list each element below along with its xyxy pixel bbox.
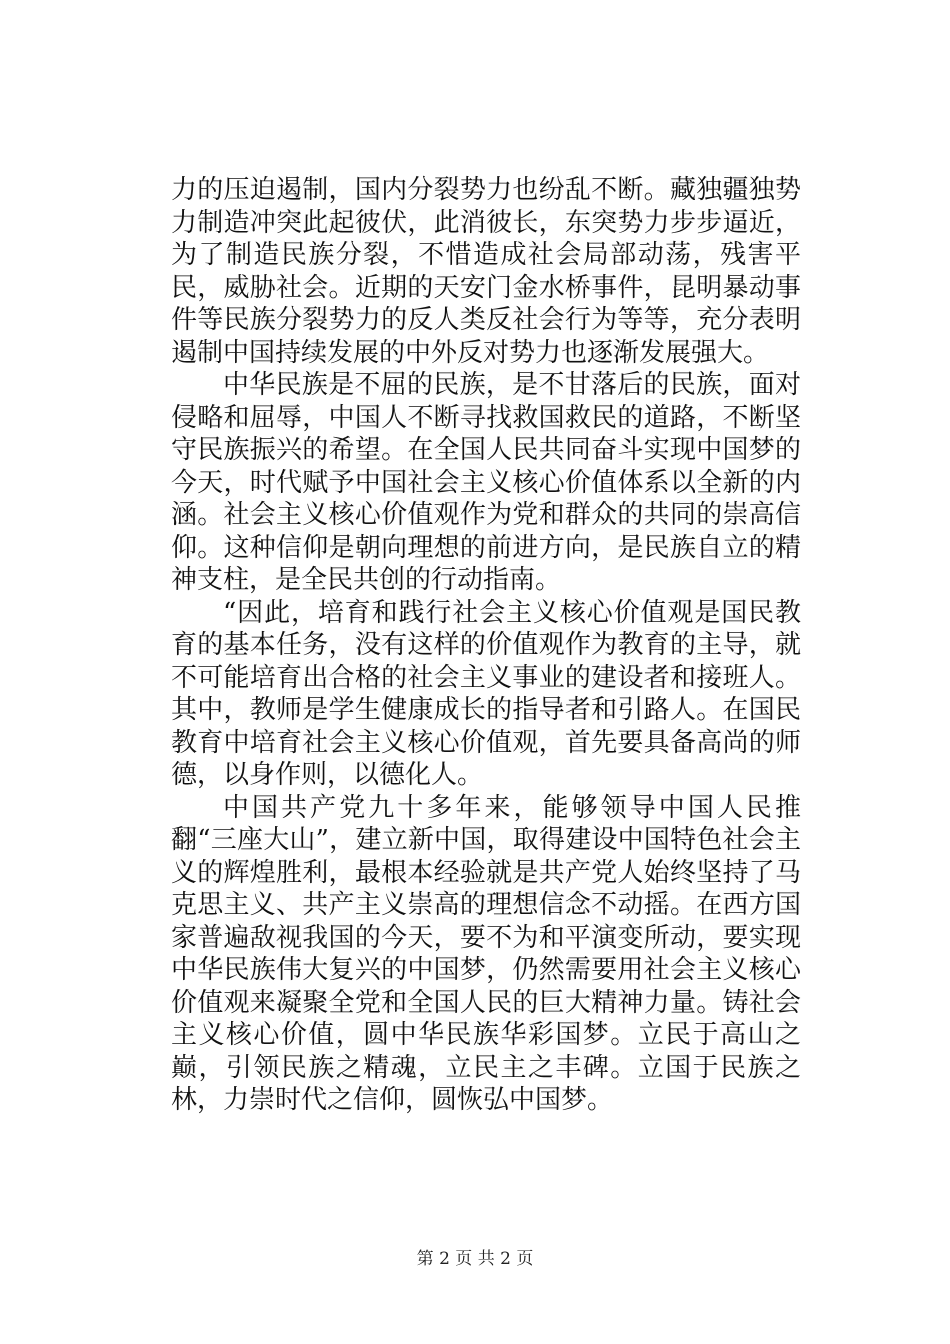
paragraph-3: “因此，培育和践行社会主义核心价值观是国民教育的基本任务，没有这样的价值观作为教育的主导，就不可能培育出合格的社会主义事业的建设者和接班人。其中，教师是学生健康成长的指导者和引路人。在国民教育中培育社会主义核心价值观，首先要具备高尚的师德，以身作则，以德化人。 xyxy=(171,597,801,790)
document-body xyxy=(171,174,801,1117)
paragraph-4: 中国共产党九十多年来，能够领导中国人民推翻“三座大山”，建立新中国，取得建设中国特色社会主义的辉煌胜利，最根本经验就是共产党人始终坚持了马克思主义、共产主义崇高的理想信念不动摇。在西方国家普遍敌视我国的今天，要不为和平演变所动，要实现中华民族伟大复兴的中国梦，仍然需要用社会主义核心价值观来凝聚全党和全国人民的巨大精神力量。铸社会主义核心价值，圆中华民族华彩国梦。立民于高山之巅，引领民族之精魂，立民主之丰碑。立国于民族之林，力崇时代之信仰，圆恢弘中国梦。 xyxy=(171,792,801,1115)
paragraph-1: 力的压迫遏制，国内分裂势力也纷乱不断。藏独疆独势力制造冲突此起彼伏，此消彼长，东突势力步步逼近，为了制造民族分裂，不惜造成社会局部动荡，残害平民，威胁社会。近期的天安门金水桥事件，昆明暴动事件等民族分裂势力的反人类反社会行为等等，充分表明遏制中国持续发展的中外反对势力也逐渐发展强大。 xyxy=(171,175,801,368)
page-footer: 第 2 页 共 2 页 xyxy=(416,1249,534,1269)
paragraph-2: 中华民族是不屈的民族，是不甘落后的民族，面对侵略和屈辱，中国人不断寻找救国救民的道路，不断坚守民族振兴的希望。在全国人民共同奋斗实现中国梦的今天，时代赋予中国社会主义核心价值体系以全新的内涵。社会主义核心价值观作为党和群众的共同的崇高信仰。这种信仰是朝向理想的前进方向，是民族自立的精神支柱，是全民共创的行动指南。 xyxy=(171,370,801,595)
